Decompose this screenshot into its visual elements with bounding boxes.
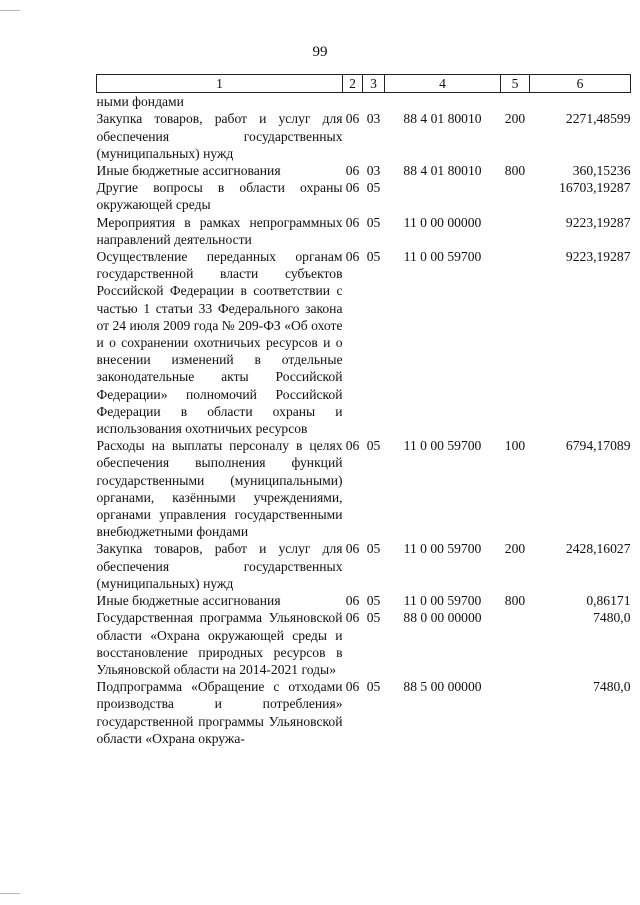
cell-pr: 05 (366, 214, 381, 230)
header-col-1: 1 (97, 75, 343, 93)
cell-csr: 11 0 00 59700 (403, 438, 482, 454)
cell-vr (501, 248, 530, 437)
table-row (97, 592, 631, 609)
cell-rz: 06 (345, 438, 360, 454)
cell-csr (385, 179, 501, 213)
cell-sum: 7480,0 (593, 679, 631, 695)
cell-name: Подпрограмма «Обращение с отходами производства и потребления» государственной программы Ульяновской области «Охрана окружа- (96, 679, 343, 746)
table-row (97, 609, 631, 678)
cell-pr: 05 (366, 593, 381, 609)
cell-rz (343, 93, 363, 111)
cell-csr: 11 0 00 00000 (403, 214, 482, 230)
cell-name: Иные бюджетные ассигнования (96, 163, 281, 179)
cell-csr: 11 0 00 59700 (403, 593, 482, 609)
cell-vr (501, 214, 530, 248)
cell-csr: 88 4 01 80010 (403, 111, 482, 127)
cell-sum: 7480,0 (593, 610, 631, 626)
cell-csr: 88 5 00 00000 (403, 679, 482, 695)
page-number: 99 (312, 44, 328, 60)
cell-name: Другие вопросы в области охраны окружающей среды (96, 180, 343, 213)
cell-vr (501, 93, 530, 111)
table-row (97, 214, 631, 248)
cell-csr (385, 93, 501, 111)
header-col-4: 4 (385, 75, 501, 93)
header-col-3: 3 (363, 75, 385, 93)
cell-sum: 0,86171 (586, 593, 631, 609)
cell-csr: 88 4 01 80010 (403, 163, 482, 179)
cell-pr: 03 (366, 111, 381, 127)
cell-name: Мероприятия в рамках непрограммных направлений деятельности (96, 214, 343, 247)
cell-vr (501, 179, 530, 213)
cell-csr: 88 0 00 00000 (403, 610, 482, 626)
cell-name: Закупка товаров, работ и услуг для обеспечения государственных (муниципальных) нужд (96, 111, 343, 161)
cell-name: Расходы на выплаты персоналу в целях обеспечения выполнения функций государственными (муниципальными) органами, казёнными учреждениями, органами управления государственными внебюджетными фондами (96, 438, 343, 540)
cell-sum: 360,15236 (572, 163, 631, 179)
cell-pr: 05 (366, 610, 381, 626)
header-col-5: 5 (501, 75, 530, 93)
table-row (97, 93, 631, 111)
cell-rz: 06 (345, 593, 360, 609)
cell-rz: 06 (345, 610, 360, 626)
cell-sum: 2428,16027 (565, 541, 631, 557)
cell-rz: 06 (345, 163, 360, 179)
cell-pr: 03 (366, 163, 381, 179)
margin-mark (0, 893, 20, 894)
cell-rz: 06 (345, 541, 360, 557)
table-row (97, 162, 631, 179)
cell-name: ными фондами (96, 94, 184, 110)
cell-sum (530, 93, 631, 111)
cell-vr: 800 (504, 163, 526, 179)
cell-rz: 06 (345, 111, 360, 127)
cell-pr: 05 (366, 180, 381, 196)
table-header-row (97, 75, 631, 93)
table-row (97, 179, 631, 213)
cell-pr: 05 (366, 541, 381, 557)
cell-sum: 16703,19287 (559, 180, 631, 196)
cell-rz: 06 (345, 679, 360, 695)
table-row (97, 540, 631, 592)
table-row (97, 678, 631, 747)
table-row (97, 110, 631, 162)
cell-vr: 800 (504, 593, 526, 609)
cell-csr: 11 0 00 59700 (403, 249, 482, 265)
cell-pr (363, 93, 385, 111)
cell-pr: 05 (366, 679, 381, 695)
cell-sum: 2271,48599 (565, 111, 631, 127)
table-row (97, 437, 631, 540)
cell-pr: 05 (366, 438, 381, 454)
table-row (97, 248, 631, 437)
margin-mark (0, 10, 20, 11)
cell-sum: 9223,19287 (565, 249, 631, 265)
header-col-2: 2 (343, 75, 363, 93)
cell-sum: 6794,17089 (565, 438, 631, 454)
cell-vr (501, 678, 530, 747)
cell-pr: 05 (366, 249, 381, 265)
budget-table (96, 74, 631, 747)
cell-name: Закупка товаров, работ и услуг для обеспечения государственных (муниципальных) нужд (96, 541, 343, 591)
cell-rz: 06 (345, 249, 360, 265)
cell-name: Осуществление переданных органам государственной власти субъектов Российской Федерации в соответствии с частью 1 статьи 33 Федерального закона от 24 июля 2009 года № 209-ФЗ «Об охоте и о сохранении охотничьих ресурсов и о внесении изменений в отдельные законодательные акты Российской Федерации» полномочий Российской Федерации в области охраны и использования охотничьих ресурсов (96, 249, 343, 437)
cell-name: Государственная программа Ульяновской области «Охрана окружающей среды и восстановление природных ресурсов в Ульяновской области на 2014-2021 годы» (96, 610, 343, 677)
cell-rz: 06 (345, 180, 360, 196)
header-col-6: 6 (530, 75, 631, 93)
cell-rz: 06 (345, 214, 360, 230)
cell-vr (501, 609, 530, 678)
cell-sum: 9223,19287 (565, 214, 631, 230)
cell-csr: 11 0 00 59700 (403, 541, 482, 557)
cell-vr: 200 (504, 111, 526, 127)
cell-vr: 200 (504, 541, 526, 557)
cell-vr: 100 (504, 438, 526, 454)
cell-name: Иные бюджетные ассигнования (96, 593, 281, 609)
